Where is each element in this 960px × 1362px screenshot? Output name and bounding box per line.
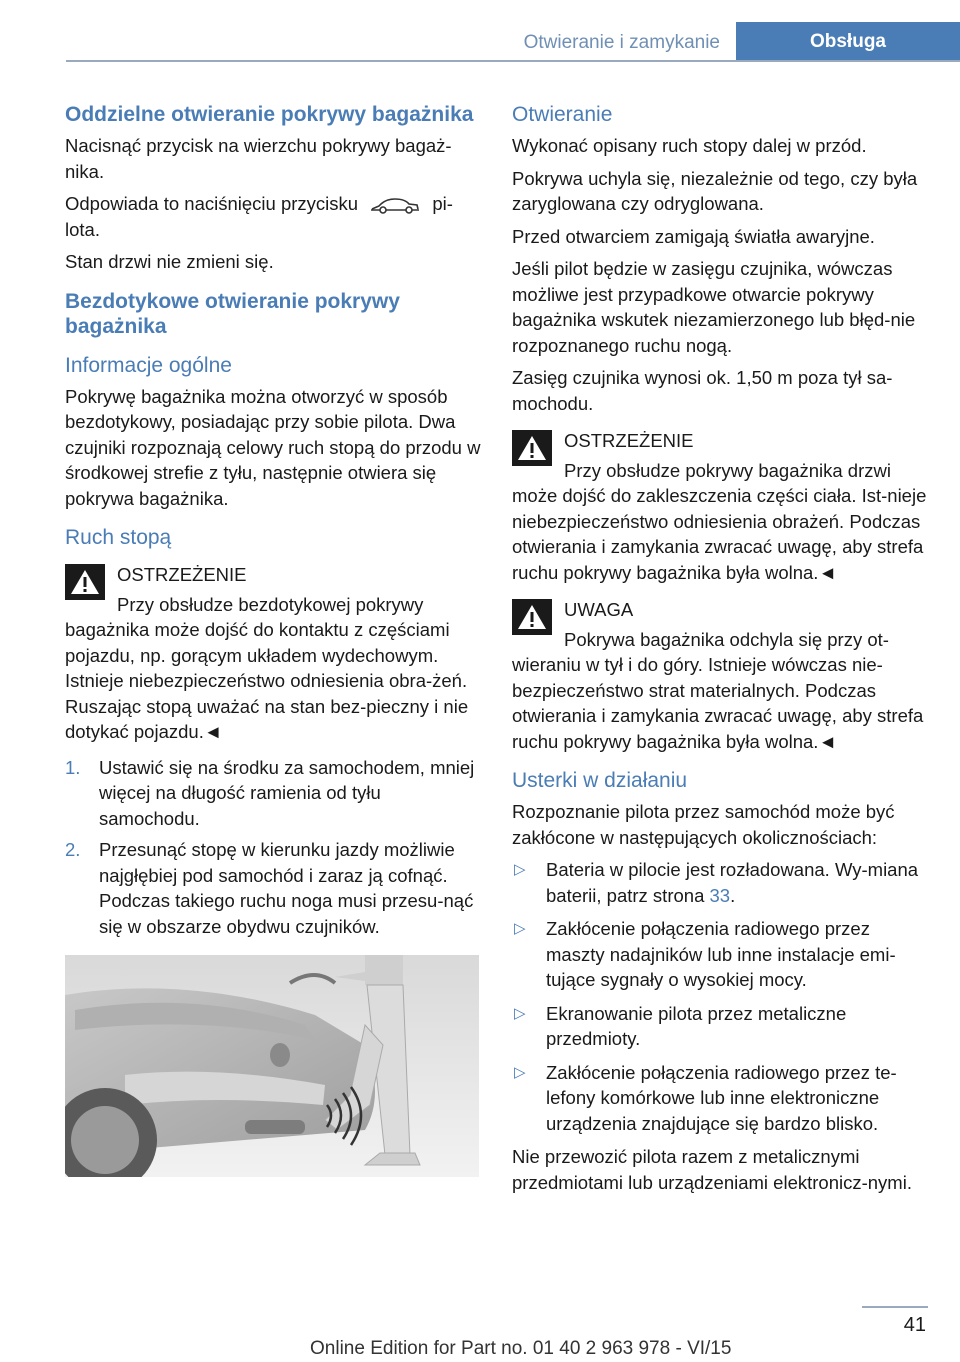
page-header — [66, 22, 960, 62]
paragraph: Stan drzwi nie zmieni się. — [65, 251, 274, 272]
page-footer — [0, 1300, 960, 1362]
car-trunk-icon — [369, 195, 421, 215]
warning-box — [65, 562, 483, 745]
header-chapter-tab: Obsługa — [736, 22, 960, 62]
paragraph: Pokrywę bagażnika można otworzyć w sposób bezdotykowy, posiadając przy sobie pilota. Dwa czujniki rozpoznają celowy ruch stopą do przodu w środkowej strefie z tyłu, następnie otwiera się pokrywa bagażnika. — [65, 385, 481, 509]
list-item: ▷ Ekranowanie pilota przez metaliczne przedmioty. — [514, 1002, 847, 1049]
left-column — [65, 98, 483, 1177]
bullet-triangle-icon: ▷ — [514, 920, 526, 937]
warning-text: Przy obsłudze bezdotykowej pokrywy bagażnika może dojść do kontaktu z częściami pojazdu, np. gorącym układem wydechowym. Istnieje niebezpieczeństwo odniesienia obra-żeń. Ruszając stopą uważać na stan bez-pieczny i nie dotykać pojazdu.◄ — [65, 593, 469, 742]
page-link[interactable]: 33 — [709, 884, 731, 906]
warning-title: OSTRZEŻENIE — [117, 564, 247, 585]
paragraph: Nacisnąć przycisk na wierzchu pokrywy bagaż-nika. — [65, 135, 452, 182]
paragraph: Zasięg czujnika wynosi ok. 1,50 m poza tył sa-mochodu. — [512, 367, 893, 414]
heading-general-info: Informacje ogólne — [65, 353, 232, 377]
warning-text: Przy obsłudze pokrywy bagażnika drzwi może dojść do zakleszczenia części ciała. Ist-nieje niebezpieczeństwo odniesienia obrażeń. Podczas otwierania i zamykania zwracać uwagę, aby strefa ruchu pokrywy bagażnika była wolna.◄ — [512, 459, 927, 583]
bullet-triangle-icon: ▷ — [514, 861, 526, 878]
right-column — [512, 98, 928, 1202]
warning-triangle-icon — [65, 564, 105, 600]
warning-triangle-icon — [512, 599, 552, 635]
warning-title: OSTRZEŻENIE — [564, 430, 694, 451]
paragraph-text: pi-lota. — [65, 193, 453, 240]
caution-text: Pokrywa bagażnika odchyla się przy ot-wieraniu w tył i do góry. Istnieje wówczas nie-bezpieczeństwo strat materialnych. Podczas otwierania i zamykania zwracać uwagę, aby strefa ruchu pokrywy bagażnika była wolna.◄ — [512, 628, 924, 752]
list-item: 1. Ustawić się na środku za samochodem, mniej więcej na długość ramienia od tyłu samochodu. — [65, 756, 475, 829]
list-item: ▷ Bateria w pilocie jest rozładowana. Wy-miana baterii, patrz strona 33. — [514, 859, 919, 906]
header-section-title: Otwieranie i zamykanie — [523, 32, 720, 53]
steps-list — [65, 755, 483, 940]
paragraph: Pokrywa uchyla się, niezależnie od tego, czy była zaryglowana czy odryglowana. — [512, 167, 918, 214]
caution-title: UWAGA — [564, 599, 634, 620]
paragraph: Wykonać opisany ruch stopy dalej w przód. — [512, 135, 867, 156]
footer-rule — [862, 1306, 928, 1308]
illustration-foot-under-car — [65, 955, 479, 1177]
paragraph-text: Odpowiada to naciśnięciu przycisku — [65, 193, 359, 214]
heading-faults: Usterki w działaniu — [512, 769, 688, 792]
list-item: ▷ Zakłócenie połączenia radiowego przez maszty nadajników lub inne instalacje emi-tujące sygnały o wysokiej mocy. — [514, 918, 896, 990]
list-item: 2. Przesunąć stopę w kierunku jazdy możliwie najgłębiej pod samochód i zaraz ją cofnąć. Podczas takiego ruchu noga musi przesu-nąć się w obszarze obydwu czujników. — [65, 839, 474, 937]
paragraph: Rozpoznanie pilota przez samochód może być zakłócone w następujących okolicznościach: — [512, 801, 895, 848]
paragraph: Jeśli pilot będzie w zasięgu czujnika, wówczas możliwe jest przypadkowe otwarcie pokrywy bagażnika wskutek niezamierzonego lub błęd-nie rozpoznanego ruchu nogą. — [512, 258, 916, 356]
caution-box — [512, 597, 928, 754]
paragraph-remote — [65, 191, 483, 242]
car-rear-illustration — [65, 955, 479, 1177]
heading-separate-trunk: Oddzielne otwieranie pokrywy bagażnika — [65, 103, 474, 126]
edition-note: Online Edition for Part no. 01 40 2 963 978 - VI/15 — [310, 1338, 732, 1359]
warning-triangle-icon — [512, 430, 552, 466]
bullet-triangle-icon: ▷ — [514, 1063, 526, 1081]
heading-contactless: Bezdotykowe otwieranie pokrywy bagażnika — [65, 289, 400, 338]
list-item: ▷ Zakłócenie połączenia radiowego przez te-lefony komórkowe lub inne elektroniczne urządzenia znajdujące się bardzo blisko. — [514, 1061, 897, 1134]
page-number: 41 — [903, 1314, 926, 1336]
faults-list — [512, 857, 928, 1136]
warning-box — [512, 428, 928, 585]
bullet-triangle-icon: ▷ — [514, 1004, 526, 1022]
header-rule — [66, 60, 960, 62]
paragraph: Nie przewozić pilota razem z metalicznymi przedmiotami lub urządzeniami elektronicz-nymi. — [512, 1146, 912, 1193]
heading-opening: Otwieranie — [512, 103, 613, 126]
paragraph: Przed otwarciem zamigają światła awaryjne. — [512, 225, 875, 247]
heading-foot-movement: Ruch stopą — [65, 526, 172, 549]
